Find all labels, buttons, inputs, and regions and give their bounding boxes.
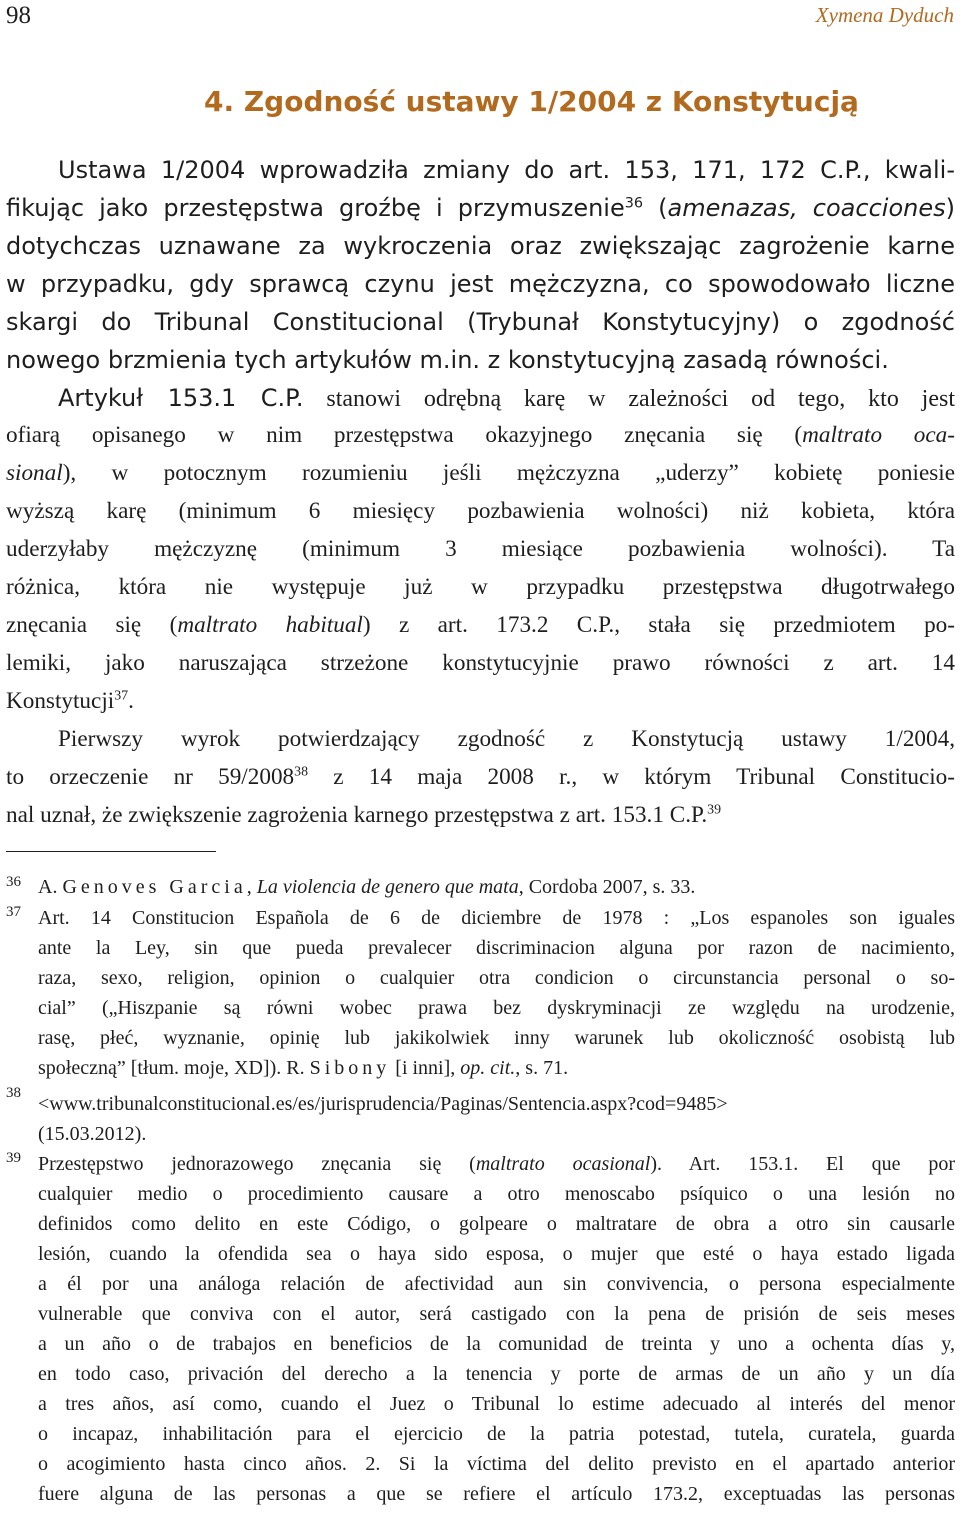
footnote-39-line: definidos como delito en este Código, o golpeare o maltratare de obra a otro sin causarle [38, 1213, 955, 1235]
body-line: uderzyłaby mężczyznę (minimum 3 miesiące pozbawienia wolności). Ta [6, 536, 955, 562]
footnote-39-line: a tres años, así como, cuando el Juez o Tribunal lo estime adecuado al interés del menor [38, 1393, 955, 1415]
body-line: lemiki, jako naruszająca strzeżone konstytucyjnie prawo równości z art. 14 [6, 650, 955, 676]
footnote-39-line: Przestępstwo jednorazowego znęcania się (maltrato ocasional). Art. 153.1. El que por [38, 1153, 956, 1175]
footnote-37-line: raza, sexo, religion, opinion o cualquier otra condicion o circunstancia personal o so- [38, 967, 955, 989]
body-line: różnica, która nie występuje już w przypadku przestępstwa długotrwałego [6, 574, 955, 600]
footnote-ref-38[interactable]: 38 [294, 764, 309, 780]
footnote-39-line: en todo caso, privación del derecho a la tenencia y porte de armas de un año y un día [38, 1363, 955, 1385]
footnote-divider [6, 851, 216, 852]
body-line: Konstytucji$^{37}$. [6, 688, 134, 714]
page-number: 98 [6, 2, 31, 29]
body-line: nal uznał, że zwiększenie zagrożenia karnego przestępstwa z art. 153.1 C.P.$^{39}$ [6, 802, 722, 828]
footnote-39-line: lesión, cuando la ofendida sea o haya sido esposa, o mujer que esté o haya estado ligada [38, 1243, 955, 1265]
footnote-39-line: fuere alguna de las personas a que se refiere el artículo 173.2, exceptuadas las personas [38, 1483, 955, 1505]
footnote-37-line: rasę, płeć, wyznanie, opinię lub jakikolwiek inny warunek lub okoliczność osobistą lub [38, 1027, 955, 1049]
footnote-36: A. Genoves Garcia, La violencia de genero que mata, Cordoba 2007, s. 33. [38, 876, 696, 898]
body-line: ofiarą opisanego w nim przestępstwa okazyjnego znęcania się (maltrato oca- [6, 422, 955, 448]
footnote-ref-37[interactable]: 37 [114, 688, 129, 704]
body-line: to orzeczenie nr 59/2008$^{38}$ z 14 maja 2008 r., w którym Tribunal Constitucio- [6, 764, 955, 790]
body-line: fikując jako przestępstwa groźbę i przymuszenie$^{36}$ (amenazas, coacciones) [6, 194, 955, 222]
body-line: dotychczas uznawane za wykroczenia oraz zwiększając zagrożenie karne [6, 232, 955, 260]
footnote-ref-36[interactable]: 36 [624, 195, 644, 212]
footnote-number: 39 [6, 1150, 21, 1166]
footnote-37-line: społeczną” [tłum. moje, XD]). R. Sibony [i inni], op. cit., s. 71. [38, 1057, 569, 1079]
body-line: Pierwszy wyrok potwierdzający zgodność z Konstytucją ustawy 1/2004, [58, 726, 955, 752]
body-line: wyższą karę (minimum 6 miesięcy pozbawienia wolności) niż kobieta, która [6, 498, 955, 524]
body-line: znęcania się (maltrato habitual) z art. 173.2 C.P., stała się przedmiotem po- [6, 612, 955, 638]
footnote-39-line: o incapaz, inhabilitación para el ejercicio de la patria potestad, tutela, curatela, guarda [38, 1423, 955, 1445]
footnote-39-line: vulnerable que conviva con el autor, será castigado con la pena de prisión de seis meses [38, 1303, 955, 1325]
footnote-37-line: Art. 14 Constitucion Española de 6 de diciembre de 1978 : „Los espanoles son iguales [38, 907, 955, 929]
body-line: nowego brzmienia tych artykułów m.in. z konstytucyjną zasadą równości. [6, 346, 889, 374]
footnote-37-line: ante la Ley, sin que pueda prevalecer discriminacion alguna por razon de nacimiento, [38, 937, 955, 959]
body-line: skargi do Tribunal Constitucional (Trybunał Konstytucyjny) o zgodność [6, 308, 955, 336]
body-line: Artykuł 153.1 C.P. stanowi odrębną karę w zależności od tego, kto jest [58, 384, 956, 412]
footnote-39-line: cualquier medio o procedimiento causare a otro menoscabo psíquico o una lesión no [38, 1183, 955, 1205]
footnote-39-line: a él por una análoga relación de afectividad aun sin convivencia, o persona especialmente [38, 1273, 955, 1295]
footnote-37-line: cial” („Hiszpanie są równi wobec prawa bez dyskryminacji ze względu na urodzenie, [38, 997, 955, 1019]
footnote-38-link[interactable]: <www.tribunalconstitucional.es/es/jurisprudencia/Paginas/Sentencia.aspx?cod=9485> [38, 1093, 728, 1115]
footnote-38-line: (15.03.2012). [38, 1123, 147, 1145]
section-title: 4. Zgodność ustawy 1/2004 z Konstytucją [204, 85, 859, 118]
footnote-39-line: a un año o de trabajos en beneficios de la comunidad de treinta y uno a ochenta días y, [38, 1333, 955, 1355]
running-head-author: Xymena Dyduch [815, 3, 954, 27]
body-line: sional), w potocznym rozumieniu jeśli mężczyzna „uderzy” kobietę poniesie [6, 460, 955, 486]
footnote-number: 36 [6, 874, 21, 890]
body-line: w przypadku, gdy sprawcą czynu jest mężczyzna, co spowodowało liczne [6, 270, 955, 298]
footnote-number: 37 [6, 904, 21, 920]
footnote-number: 38 [6, 1085, 21, 1101]
body-line: Ustawa 1/2004 wprowadziła zmiany do art. 153, 171, 172 C.P., kwali- [58, 156, 955, 184]
footnote-ref-39[interactable]: 39 [707, 802, 722, 818]
footnote-39-line: o acogimiento hasta cinco años. 2. Si la víctima del delito previsto en el apartado anterior [38, 1453, 955, 1475]
